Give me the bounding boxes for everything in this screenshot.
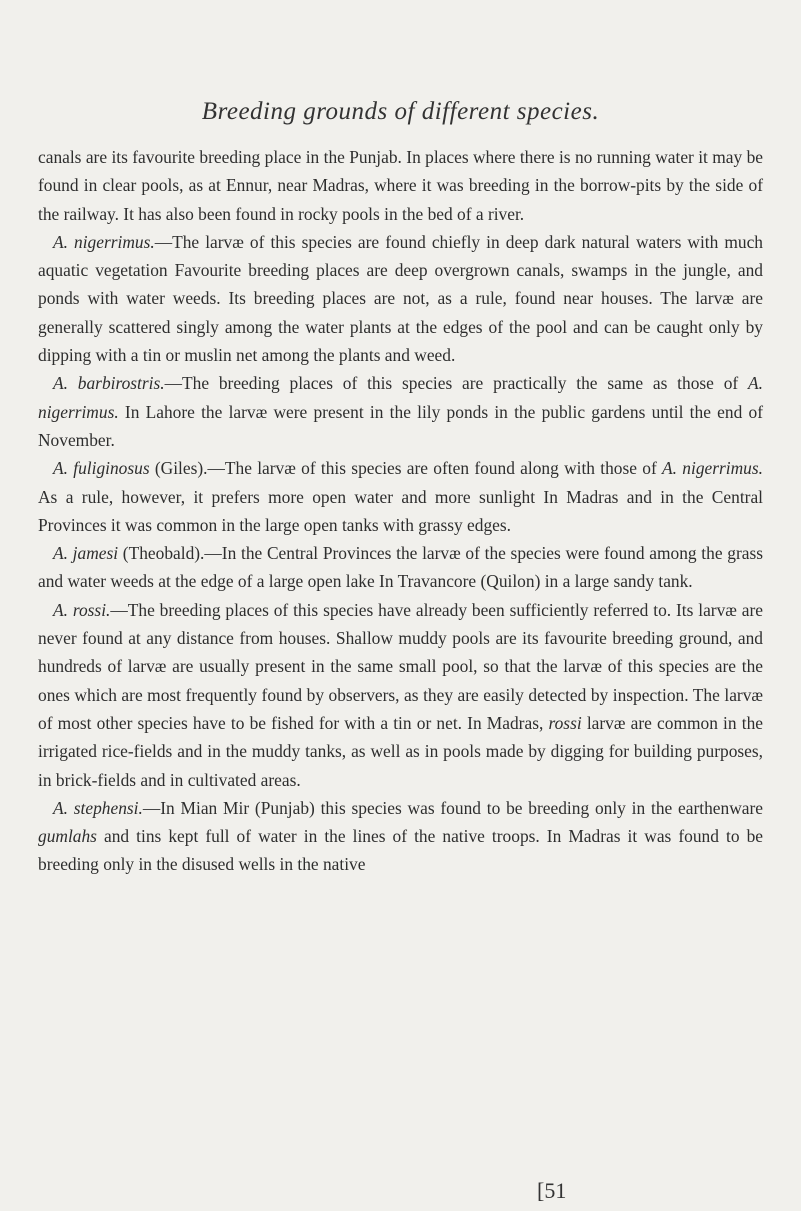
species-reference: A. nigerrimus. xyxy=(662,458,763,479)
paragraph-text: (Giles).—The larvæ of this species are often found along with those of xyxy=(149,458,657,479)
paragraph-text-continued: As a rule, however, it prefers more open water and more sunlight In Madras and in the Central Provinces it was common in the large open tanks with grassy edges. xyxy=(38,486,763,535)
paragraph-text: —In Mian Mir (Punjab) this species was found to be breeding only in the earthenware xyxy=(142,797,763,818)
body-text xyxy=(38,143,763,879)
paragraph-text-continued: In Lahore the larvæ were present in the lily ponds in the public gardens until the end of November. xyxy=(38,401,763,450)
vernacular-term: gumlahs xyxy=(38,826,97,847)
species-name: A. fuliginosus xyxy=(53,458,150,479)
paragraph-barbirostris xyxy=(38,369,763,454)
paragraph-text: —The breeding places of this species have already been sufficiently referred to. Its larvæ are never found at any distance from houses. Shallow muddy pools are its favourite breeding ground, and hundreds of larvæ are usually present in the same small pool, so that the larvæ of this species are the ones which are most frequently found by observers, as they are easily detected by inspection. The larvæ of most other species have to be fished for with a tin or net. In Madras, xyxy=(38,599,763,733)
paragraph-text: —The breeding places of this species are practically the same as those of xyxy=(164,373,739,394)
species-reference: A. nigerrimus. xyxy=(38,373,764,422)
paragraph-rossi xyxy=(38,596,763,794)
paragraph-text-continued: and tins kept full of water in the lines of the native troops. In Madras it was found to be breeding only in the disused wells in the native xyxy=(38,826,763,875)
paragraph-nigerrimus xyxy=(38,228,763,369)
species-name: A. jamesi xyxy=(53,543,119,564)
paragraph-text: canals are its favourite breeding place in the Punjab. In places where there is no running water it may be found in clear pools, as at Ennur, near Madras, where it was breeding in the borrow-pits by the side of the railway. It has also been found in rocky pools in the bed of a river. xyxy=(38,147,763,224)
species-name: A. rossi. xyxy=(53,599,111,620)
paragraph-jamesi xyxy=(38,539,763,596)
page-number: [51 xyxy=(537,1178,567,1203)
species-name: A. barbirostris. xyxy=(53,373,165,394)
paragraph-stephensi xyxy=(38,794,763,879)
paragraph-text-continued: larvæ are common in the irrigated rice-fields and in the muddy tanks, as well as in pools made by digging for building purposes, in brick-fields and in cultivated areas. xyxy=(38,712,763,790)
paragraph-fuliginosus xyxy=(38,454,763,539)
species-name: A. stephensi. xyxy=(53,797,143,818)
species-name: A. nigerrimus. xyxy=(53,231,155,252)
species-reference: rossi xyxy=(548,712,582,733)
paragraph-text: —The larvæ of this species are found chiefly in deep dark natural waters with much aquatic vegetation Favourite breeding places are deep overgrown canals, swamps in the jungle, and ponds with water weeds. Its breeding places are not, as a rule, found near houses. The larvæ are generally scattered singly among the water plants at the edges of the pool and can be caught only by dipping with a tin or muslin net among the plants and weed. xyxy=(38,231,764,366)
paragraph-continuation xyxy=(38,143,763,228)
running-head: Breeding grounds of different species. xyxy=(201,98,600,125)
paragraph-text: (Theobald).—In the Central Provinces the larvæ of the species were found among the grass and water weeds at the edge of a large open lake In Travancore (Quilon) in a large sandy tank. xyxy=(38,543,763,592)
